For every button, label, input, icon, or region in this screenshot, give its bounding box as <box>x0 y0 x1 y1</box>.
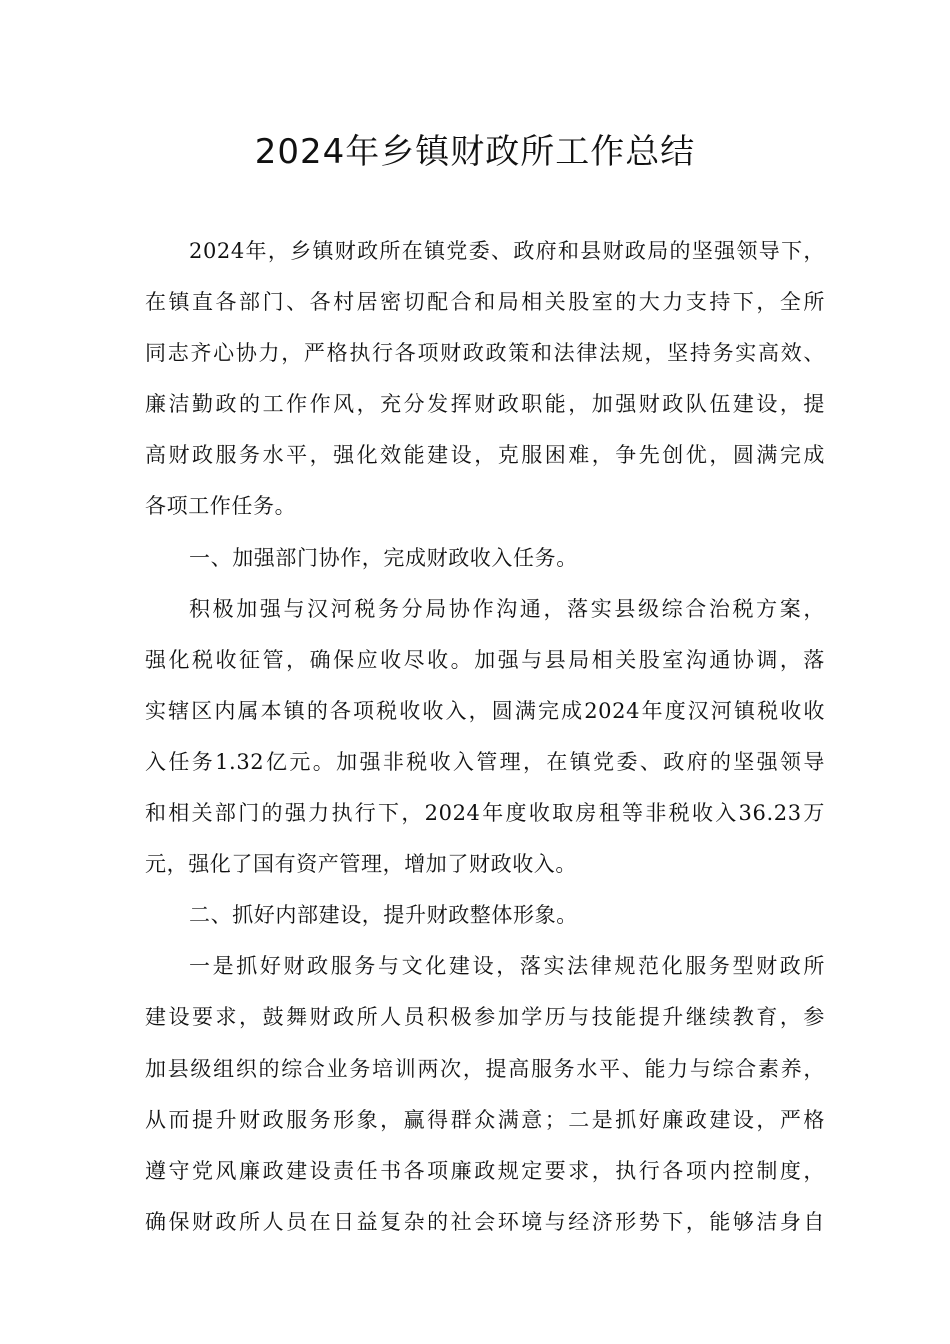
document-title: 2024年乡镇财政所工作总结 <box>254 132 696 172</box>
body-line: 确保财政所人员在日益复杂的社会环境与经济形势下，能够洁身自 <box>145 1209 825 1234</box>
body-line: 2024年，乡镇财政所在镇党委、政府和县财政局的坚强领导下， <box>189 239 825 263</box>
body-line: 建设要求，鼓舞财政所人员积极参加学历与技能提升继续教育，参 <box>145 1005 825 1030</box>
body-line: 入任务1.32亿元。加强非税收入管理，在镇党委、政府的坚强领导 <box>145 749 825 774</box>
body-line: 二、抓好内部建设，提升财政整体形象。 <box>189 903 578 928</box>
body-line: 高财政服务水平，强化效能建设，克服困难，争先创优，圆满完成 <box>145 443 825 468</box>
body-line: 各项工作任务。 <box>145 494 297 519</box>
body-line: 实辖区内属本镇的各项税收收入，圆满完成2024年度汉河镇税收收 <box>145 698 825 723</box>
body-line: 一、加强部门协作，完成财政收入任务。 <box>189 545 578 570</box>
body-line: 积极加强与汉河税务分局协作沟通，落实县级综合治税方案， <box>189 596 825 621</box>
body-line: 从而提升财政服务形象，赢得群众满意；二是抓好廉政建设，严格 <box>145 1107 825 1132</box>
body-line: 强化税收征管，确保应收尽收。加强与县局相关股室沟通协调，落 <box>145 647 825 672</box>
body-line: 加县级组织的综合业务培训两次，提高服务水平、能力与综合素养， <box>145 1056 825 1081</box>
body-line: 廉洁勤政的工作作风，充分发挥财政职能，加强财政队伍建设，提 <box>145 392 825 417</box>
body-line: 同志齐心协力，严格执行各项财政政策和法律法规，坚持务实高效、 <box>145 341 825 366</box>
body-line: 元，强化了国有资产管理，增加了财政收入。 <box>145 852 577 877</box>
body-line: 在镇直各部门、各村居密切配合和局相关股室的大力支持下，全所 <box>145 290 825 315</box>
body-line: 一是抓好财政服务与文化建设，落实法律规范化服务型财政所 <box>189 954 825 979</box>
document-body <box>145 226 825 1248</box>
body-line: 和相关部门的强力执行下，2024年度收取房租等非税收入36.23万 <box>145 801 825 826</box>
body-line: 遵守党风廉政建设责任书各项廉政规定要求，执行各项内控制度， <box>145 1158 825 1183</box>
